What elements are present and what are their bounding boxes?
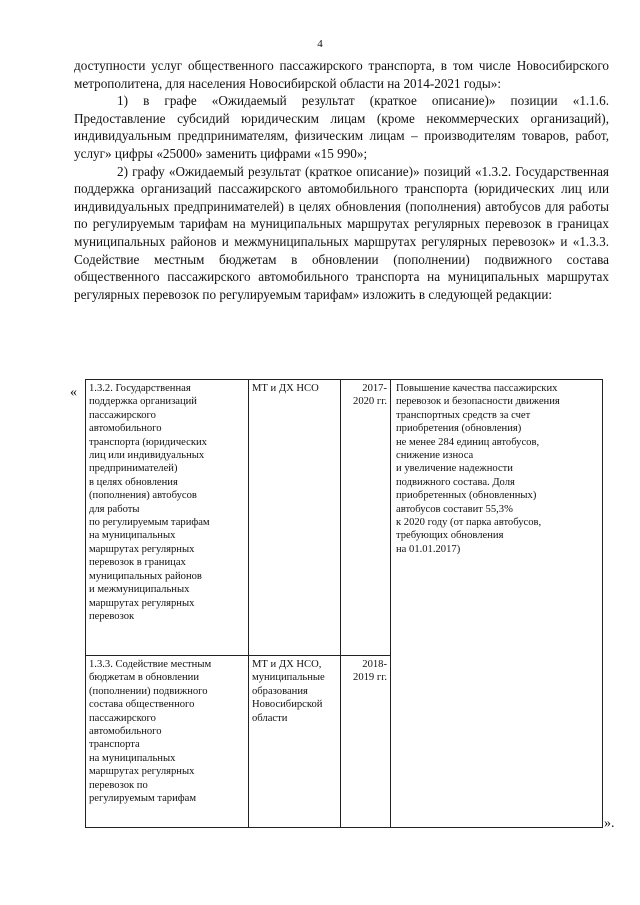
measure-name-cell: 1.3.2. Государственная поддержка организаций пассажирского автомобильного транспорта (юридических лиц или индивидуальных предпринимателей) в целях обновления (пополнения) автобусов для работы по регулируемым тарифам на муниципальных маршрутах регулярных перевозок в границах муниципальных районов и межмуниципальных маршрутах регулярных перевозок [86,380,249,656]
amendment-table [85,379,603,828]
expected-result-cell: Повышение качества пассажирских перевозок и безопасности движения транспортных средств за счет приобретения (обновления) не менее 284 единиц автобусов, снижение износа и увеличение надежности подвижного состава. Доля приобретенных (обновленных) автобусов составит 55,3% к 2020 году (от парка автобусов, требующих обновления на 01.01.2017) [391,380,603,828]
intro-paragraph: доступности услуг общественного пассажирского транспорта, в том числе Новосибирского метрополитена, для населения Новосибирской области на 2014-2021 годы»: [74,58,609,91]
page-number: 4 [317,38,323,50]
amendment-item-2: 2) графу «Ожидаемый результат (краткое описание)» позиций «1.3.2. Государственная поддержка организаций пассажирского автомобильного транспорта (юридических лиц или индивидуальных предпринимателей) в целях обновления (пополнения) автобусов для работы по регулируемым тарифам на муниципальных маршрутах регулярных перевозок в границах муниципальных районов и межмуниципальных маршрутах регулярных перевозок» и «1.3.3. Содействие местным бюджетам в обновлении (пополнении) подвижного состава общественного пассажирского автомобильного транспорта на муниципальных маршрутах регулярных перевозок по регулируемым тарифам» изложить в следующей редакции: [74,163,609,302]
measure-name-cell: 1.3.3. Содействие местным бюджетам в обновлении (пополнении) подвижного состава общественного пассажирского автомобильного транспорта на муниципальных маршрутах регулярных перевозок по регулируемым тарифам [86,656,249,828]
term-cell: 2018- 2019 гг. [341,656,391,828]
executor-cell: МТ и ДХ НСО [249,380,341,656]
table-row [86,380,603,656]
closing-quote: ». [604,816,615,831]
body-text [74,57,609,303]
amendment-item-1: 1) в графе «Ожидаемый результат (краткое описание)» позиции «1.1.6. Предоставление субсидий юридическим лицам (кроме некоммерческих организаций), индивидуальным предпринимателям, физическим лицам – производителям товаров, работ, услуг» цифры «25000» заменить цифрами «15 990»; [74,93,609,161]
executor-cell: МТ и ДХ НСО, муниципальные образования Новосибирской области [249,656,341,828]
term-cell: 2017- 2020 гг. [341,380,391,656]
opening-quote: « [70,385,77,400]
